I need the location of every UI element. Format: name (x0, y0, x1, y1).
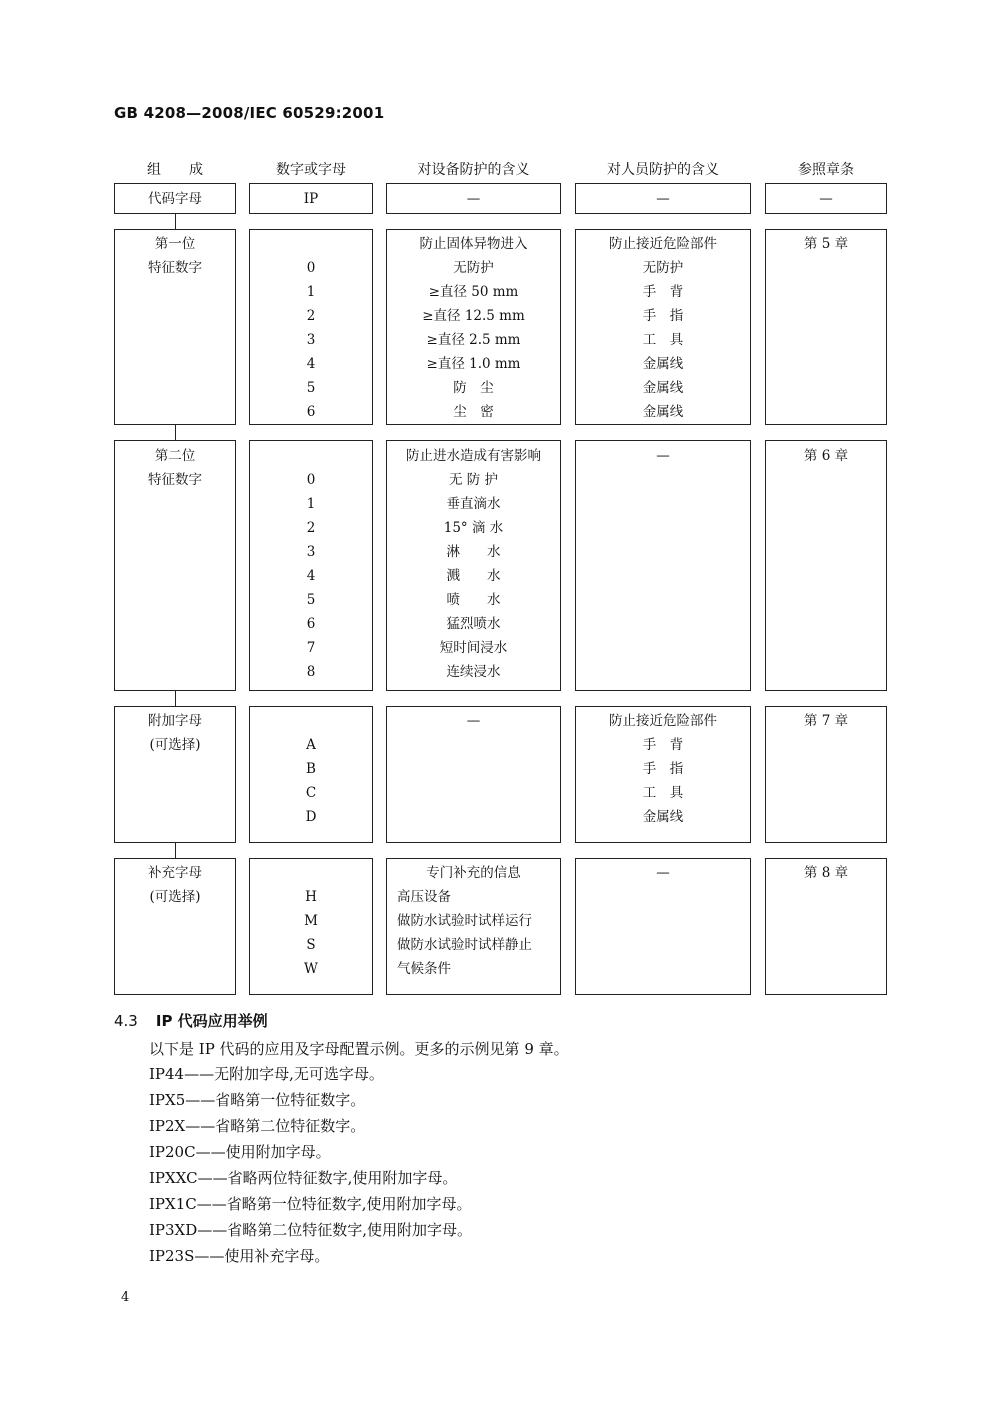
example-line: IP3XD——省略第二位特征数字,使用附加字母。 (149, 1221, 473, 1239)
second-digit-equipment-item: 无 防 护 (448, 472, 499, 488)
first-digit-number: 5 (306, 380, 316, 396)
first-digit-number: 3 (306, 332, 316, 348)
first-digit-persons-item: 金属线 (642, 380, 684, 396)
column-heading-digit-letter: 数字或字母 (276, 162, 346, 178)
second-digit-equipment-box (386, 440, 561, 691)
supplementary-letter-equipment-item: 做防水试验时试样运行 (397, 913, 532, 929)
additional-letter-code: C (305, 785, 317, 801)
second-digit-numbers-box (249, 440, 373, 691)
first-digit-persons-item: 金属线 (642, 356, 684, 372)
document-code: GB 4208—2008/IEC 60529:2001 (114, 104, 385, 122)
supplementary-letter-label: (可选择) (149, 889, 201, 905)
first-digit-persons-item: 金属线 (642, 404, 684, 420)
column-heading-reference: 参照章条 (798, 162, 854, 178)
additional-letter-letters-box (249, 706, 373, 843)
second-digit-number: 3 (306, 544, 316, 560)
second-digit-component-box (114, 440, 236, 691)
additional-letter-code: D (305, 809, 317, 825)
second-digit-persons-box (575, 440, 751, 691)
first-digit-number: 6 (306, 404, 316, 420)
supplementary-letter-persons: — (656, 865, 670, 881)
example-line: IPX1C——省略第一位特征数字,使用附加字母。 (149, 1195, 472, 1213)
second-digit-equipment-heading: 防止进水造成有害影响 (406, 448, 541, 464)
first-digit-equipment-item: ≥直径 1.0 mm (426, 356, 521, 372)
supplementary-letter-persons-box (575, 858, 751, 995)
first-digit-persons-item: 手 背 (642, 284, 684, 300)
section-number: 4.3 (114, 1012, 138, 1030)
second-digit-number: 1 (306, 496, 316, 512)
supplementary-letter-code: W (304, 961, 318, 977)
first-digit-ref: 第 5 章 (803, 236, 849, 252)
additional-letter-component-box (114, 706, 236, 843)
connector-line (175, 843, 176, 858)
first-digit-equipment-item: ≥直径 50 mm (428, 284, 519, 300)
supplementary-letter-code: S (306, 937, 316, 953)
supplementary-letter-code: M (304, 913, 318, 929)
additional-letter-persons-box (575, 706, 751, 843)
column-heading-component: 组 成 (147, 162, 203, 178)
additional-letter-persons-heading: 防止接近危险部件 (609, 713, 717, 729)
second-digit-equipment-item: 溅 水 (446, 568, 501, 584)
first-digit-equipment-heading: 防止固体异物进入 (419, 236, 528, 252)
second-digit-equipment-item: 15° 滴 水 (443, 520, 504, 536)
code-letter-value-box (249, 183, 373, 214)
second-digit-equipment-item: 短时间浸水 (439, 640, 508, 656)
code-letter-persons-box (575, 183, 751, 214)
example-line: IP44——无附加字母,无可选字母。 (149, 1065, 384, 1083)
code-letter-ref-box (765, 183, 887, 214)
additional-letter-persons-item: 手 指 (642, 761, 684, 777)
first-digit-equipment-box (386, 229, 561, 425)
second-digit-ref-box (765, 440, 887, 691)
second-digit-label: 特征数字 (148, 472, 202, 488)
additional-letter-label: (可选择) (149, 737, 201, 753)
example-line: IP23S——使用补充字母。 (149, 1247, 330, 1265)
additional-letter-ref: 第 7 章 (803, 713, 849, 729)
second-digit-number: 5 (306, 592, 316, 608)
connector-line (175, 691, 176, 706)
supplementary-letter-ref-box (765, 858, 887, 995)
second-digit-number: 2 (306, 520, 316, 536)
first-digit-ref-box (765, 229, 887, 425)
additional-letter-persons-item: 工 具 (642, 785, 684, 801)
first-digit-numbers-box (249, 229, 373, 425)
supplementary-letter-equipment-box (386, 858, 561, 995)
code-letter-ref: — (819, 191, 833, 207)
additional-letter-equipment-box (386, 706, 561, 843)
supplementary-letter-ref: 第 8 章 (803, 865, 849, 881)
example-line: IPXXC——省略两位特征数字,使用附加字母。 (149, 1169, 458, 1187)
additional-letter-label: 附加字母 (148, 713, 202, 729)
first-digit-number: 0 (306, 260, 316, 276)
supplementary-letter-equipment-item: 气候条件 (397, 961, 451, 977)
example-line: IP20C——使用附加字母。 (149, 1143, 331, 1161)
second-digit-number: 6 (306, 616, 316, 632)
example-line: IPX5——省略第一位特征数字。 (149, 1091, 366, 1109)
connector-line (175, 214, 176, 229)
supplementary-letter-component-box (114, 858, 236, 995)
code-letter-value: IP (303, 191, 319, 207)
code-letter-label: 代码字母 (148, 191, 202, 207)
supplementary-letter-label: 补充字母 (148, 865, 202, 881)
first-digit-number: 1 (306, 284, 316, 300)
second-digit-number: 0 (306, 472, 316, 488)
section-heading (114, 1010, 268, 1031)
code-letter-persons: — (656, 191, 670, 207)
example-line: IP2X——省略第二位特征数字。 (149, 1117, 366, 1135)
first-digit-equipment-item: 防 尘 (453, 380, 494, 396)
code-letter-equipment-box (386, 183, 561, 214)
additional-letter-code: A (306, 737, 316, 753)
supplementary-letter-letters-box (249, 858, 373, 995)
second-digit-number: 7 (306, 640, 316, 656)
page-number: 4 (121, 1290, 130, 1305)
second-digit-label: 第二位 (154, 448, 196, 464)
second-digit-equipment-item: 连续浸水 (446, 664, 501, 680)
second-digit-number: 8 (306, 664, 316, 680)
supplementary-letter-equipment-item: 做防水试验时试样静止 (397, 937, 532, 953)
additional-letter-ref-box (765, 706, 887, 843)
section-intro: 以下是 IP 代码的应用及字母配置示例。更多的示例见第 9 章。 (149, 1040, 569, 1058)
column-heading-persons: 对人员防护的含义 (607, 162, 719, 178)
first-digit-equipment-item: 无防护 (453, 260, 494, 276)
first-digit-persons-item: 无防护 (642, 260, 684, 276)
second-digit-equipment-item: 喷 水 (446, 592, 501, 608)
first-digit-number: 2 (306, 308, 316, 324)
second-digit-equipment-item: 猛烈喷水 (446, 616, 501, 632)
supplementary-letter-equipment-item: 高压设备 (397, 889, 451, 905)
code-letter-equipment: — (466, 191, 481, 207)
connector-line (175, 425, 176, 440)
first-digit-equipment-item: ≥直径 12.5 mm (422, 308, 525, 324)
supplementary-letter-code: H (305, 889, 317, 905)
second-digit-equipment-item: 垂直滴水 (446, 496, 501, 512)
first-digit-equipment-item: 尘 密 (453, 404, 494, 420)
second-digit-equipment-item: 淋 水 (446, 544, 501, 560)
first-digit-equipment-item: ≥直径 2.5 mm (426, 332, 521, 348)
section-title: IP 代码应用举例 (155, 1012, 268, 1030)
first-digit-persons-heading: 防止接近危险部件 (609, 236, 717, 252)
first-digit-component-box (114, 229, 236, 425)
additional-letter-persons-item: 手 背 (642, 737, 684, 753)
additional-letter-equipment: — (466, 713, 481, 729)
column-heading-equipment: 对设备防护的含义 (417, 162, 530, 178)
first-digit-persons-item: 手 指 (642, 308, 684, 324)
supplementary-letter-equipment-heading: 专门补充的信息 (426, 865, 521, 881)
second-digit-ref: 第 6 章 (803, 448, 849, 464)
code-letter-component-box (114, 183, 236, 214)
second-digit-number: 4 (306, 568, 316, 584)
first-digit-label: 第一位 (154, 236, 196, 252)
first-digit-persons-box (575, 229, 751, 425)
additional-letter-persons-item: 金属线 (642, 809, 684, 825)
first-digit-label: 特征数字 (148, 260, 202, 276)
first-digit-persons-item: 工 具 (642, 332, 684, 348)
additional-letter-code: B (306, 761, 316, 777)
second-digit-persons: — (656, 448, 670, 464)
first-digit-number: 4 (306, 356, 316, 372)
